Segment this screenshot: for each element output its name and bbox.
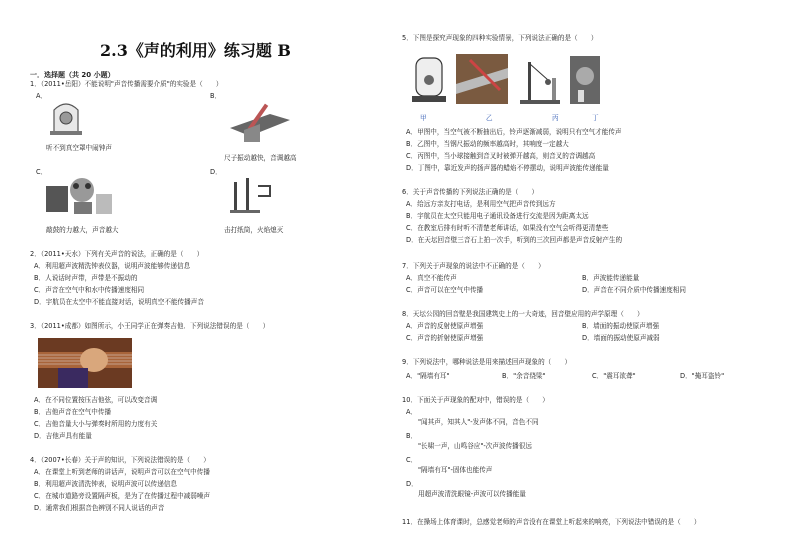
q8-option-b: B．墙面的振动使原声增强 bbox=[582, 322, 660, 330]
q10-option-c: "隔墙有耳"-固体也能传声 bbox=[418, 466, 493, 474]
q6-stem: 6．关于声音传播的下列说法正确的是（ ） bbox=[402, 188, 539, 196]
q4-option-b: B．利用超声波清洗钟表，说明声波可以传递信息 bbox=[34, 480, 177, 488]
q1-label-c: C． bbox=[36, 168, 48, 176]
guitar-photo bbox=[38, 338, 132, 388]
page-title: 2.3《声的利用》练习题 B bbox=[100, 41, 291, 60]
q10-label-a: A． bbox=[406, 408, 418, 416]
q1-label-b: B． bbox=[210, 92, 222, 100]
drum-image bbox=[44, 172, 114, 218]
q3-option-d: D．吉他声具有能量 bbox=[34, 432, 92, 440]
q3-stem: 3．（2011•成都）如图所示，小王同学正在弹奏吉他．下列说法错误的是（ ） bbox=[30, 322, 270, 330]
q2-option-d: D．宇航员在太空中不能直接对话，说明真空不能传播声音 bbox=[34, 298, 204, 306]
q10-label-c: C． bbox=[406, 456, 418, 464]
q1-label-a: A． bbox=[36, 92, 48, 100]
q8-option-a: A．声音的反射使原声增强 bbox=[406, 322, 484, 330]
q5-stem: 5．下图是探究声现象的四种实验情景，下列说法正确的是（ ） bbox=[402, 34, 598, 42]
q6-option-c: C．在教室后排有时听不清楚老师讲话，如果没有空气会听得更清楚些 bbox=[406, 224, 609, 232]
q1-caption-b: 尺子振动越快，音调越高 bbox=[224, 154, 297, 162]
q10-stem: 10．下面关于声现象的配对中，错误的是（ ） bbox=[402, 396, 549, 404]
q5-option-a: A．甲图中，当空气被不断抽出后，铃声逐渐减弱，说明只有空气才能传声 bbox=[406, 128, 622, 136]
q1-label-d: D． bbox=[210, 168, 222, 176]
q3-option-c: C．吉他音量大小与弹奏时所用的力度有关 bbox=[34, 420, 158, 428]
q5-option-c: C．丙图中，当小球接触到音叉时被弹开越高，则音叉的音调越高 bbox=[406, 152, 596, 160]
q2-option-c: C．声音在空气中和水中传播速度相同 bbox=[34, 286, 145, 294]
q8-option-c: C．声音的折射使原声增强 bbox=[406, 334, 484, 342]
ruler-table-image bbox=[230, 100, 290, 142]
q7-option-a: A．真空不能传声 bbox=[406, 274, 457, 282]
q7-stem: 7．下列关于声现象的说法中不正确的是（ ） bbox=[402, 262, 545, 270]
q5-option-b: B．乙图中，当钢尺振动的频率越高时，其响度一定越大 bbox=[406, 140, 569, 148]
q3-option-a: A．在不同位置按压吉他弦，可以改变音调 bbox=[34, 396, 158, 404]
q10-label-b: B． bbox=[406, 432, 418, 440]
q10-option-b: "长啸一声，山鸣谷应"-次声波传播很远 bbox=[418, 442, 532, 450]
q3-option-b: B．吉他声音在空气中传播 bbox=[34, 408, 112, 416]
q7-option-d: D．声音在不同介质中传播速度相同 bbox=[582, 286, 686, 294]
q6-option-b: B．宇航员在太空只能用电子通讯设备进行交流是因为距离太远 bbox=[406, 212, 589, 220]
q5-option-d: D．丁图中，靠近发声的扬声器的蜡焰不停摆动，说明声波能传递能量 bbox=[406, 164, 609, 172]
q8-stem: 8．天坛公园的回音壁是我国建筑史上的一大奇迹，回音壁应用的声学原理（ ） bbox=[402, 310, 644, 318]
q2-stem: 2．（2011•天水）下列有关声音的说法，正确的是（ ） bbox=[30, 250, 204, 258]
q5-fig-label-4: 丁 bbox=[592, 114, 599, 122]
q5-experiments-image bbox=[410, 50, 600, 108]
q10-option-d: 用超声波清洗眼镜-声波可以传播能量 bbox=[418, 490, 526, 498]
paper-tube-candle-image bbox=[228, 172, 278, 218]
q7-option-c: C．声音可以在空气中传播 bbox=[406, 286, 484, 294]
q10-option-a: "闻其声，知其人"-发声体不同，音色不同 bbox=[418, 418, 539, 426]
q4-stem: 4．（2007•长春）关于声的知识，下列说法错误的是（ ） bbox=[30, 456, 210, 464]
q9-option-a: A．"隔墙有耳" bbox=[406, 372, 450, 380]
q4-option-a: A．在课堂上听到老师的讲话声，说明声音可以在空气中传播 bbox=[34, 468, 210, 476]
q9-option-c: C．"震耳欲聋" bbox=[592, 372, 636, 380]
q1-stem: 1．（2011•岳阳）不能说明"声音传播需要介质"的实验是（ ） bbox=[30, 80, 223, 88]
q5-fig-label-2: 乙 bbox=[486, 114, 493, 122]
q1-caption-a: 听不到真空罩中闹钟声 bbox=[46, 144, 112, 152]
q9-option-d: D．"掩耳盗铃" bbox=[680, 372, 725, 380]
q4-option-d: D．通常我们根据音色辨别不同人说话的声音 bbox=[34, 504, 165, 512]
section-heading: 一．选择题（共 20 小题） bbox=[30, 71, 115, 79]
q11-stem: 11．在操场上体育课时，总感觉老师的声音没有在课堂上听起来的响亮，下列说法中错误的是（ ） bbox=[402, 518, 701, 526]
q1-caption-c: 敲鼓的力越大，声音越大 bbox=[46, 226, 119, 234]
q10-label-d: D． bbox=[406, 480, 418, 488]
q2-option-a: A．利用超声波精洗钟表仪器，说明声波能够传递信息 bbox=[34, 262, 191, 270]
q5-fig-label-3: 丙 bbox=[552, 114, 559, 122]
q6-option-d: D．在天坛回音壁三音石上拍一次手，听到的三次回声都是声音反射产生的 bbox=[406, 236, 623, 244]
q9-option-b: B．"余音绕梁" bbox=[502, 372, 546, 380]
q4-option-c: C．在城市道路旁设置隔声板，是为了在传播过程中减弱噪声 bbox=[34, 492, 211, 500]
q5-fig-label-1: 甲 bbox=[420, 114, 427, 122]
bell-jar-image bbox=[46, 96, 86, 136]
q8-option-d: D．墙面的振动使原声减弱 bbox=[582, 334, 660, 342]
q7-option-b: B．声波能传递能量 bbox=[582, 274, 640, 282]
q6-option-a: A．给远方亲友打电话，是利用空气把声音传到远方 bbox=[406, 200, 556, 208]
q9-stem: 9．下列说法中，哪种说法是用来描述回声现象的（ ） bbox=[402, 358, 572, 366]
q2-option-b: B．人说话时声带，声带是不振动的 bbox=[34, 274, 138, 282]
q1-caption-d: 击打纸筒，火焰熄灭 bbox=[224, 226, 284, 234]
